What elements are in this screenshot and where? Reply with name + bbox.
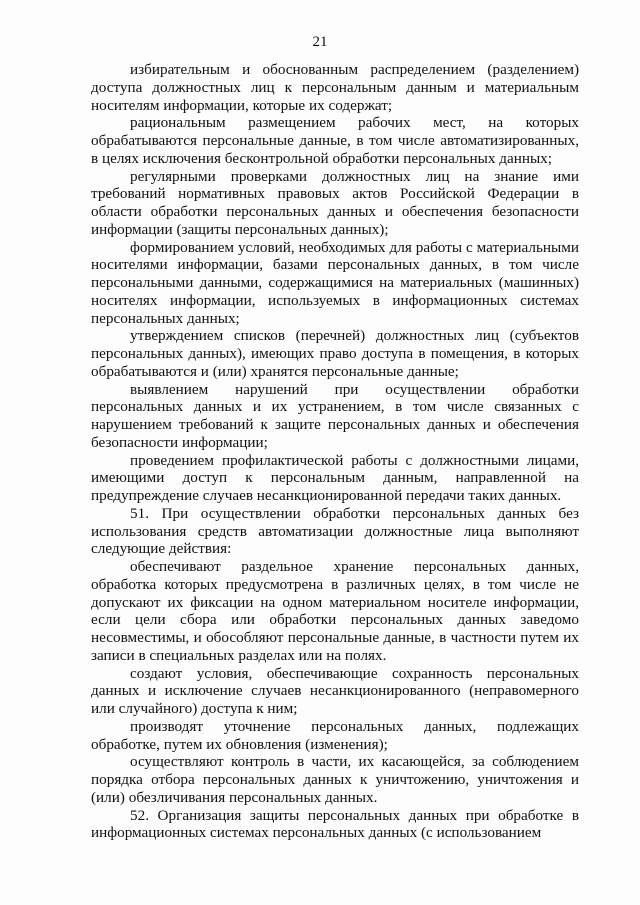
page-number: 21 — [312, 34, 328, 50]
paragraph: формированием условий, необходимых для работы с материальными носителями информации, базами персональных данных, в том числе персональными данными, содержащимися на материальных (машинных) носителях информации, используемых в информационных системах персональных данных; — [91, 238, 579, 327]
paragraph: 52. Организация защиты персональных данных при обработке в информационных системах персональных данных (с использованием — [91, 806, 579, 842]
paragraph: 51. При осуществлении обработки персональных данных без использования средств автоматизации должностные лица выполняют следующие действия: — [91, 504, 579, 558]
paragraph: регулярными проверками должностных лиц на знание ими требований нормативных правовых актов Российской Федерации в области обработки персональных данных и обеспечения безопасности информации (защиты персональных данных); — [91, 167, 579, 238]
paragraph: обеспечивают раздельное хранение персональных данных, обработка которых предусмотрена в различных целях, в том числе не допускают их фиксации на одном материальном носителе информации, если цели сбора или обработки персональных данных заведомо несовместимы, и обособляют персональные данные, в частности путем их записи в специальных разделах или на полях. — [91, 558, 579, 664]
document-body — [91, 61, 579, 842]
paragraph: рациональным размещением рабочих мест, на которых обрабатываются персональные данные, в том числе автоматизированных, в целях исключения бесконтрольной обработки персональных данных; — [91, 114, 579, 167]
paragraph: утверждением списков (перечней) должностных лиц (субъектов персональных данных), имеющих право доступа в помещения, в которых обрабатываются и (или) хранятся персональные данные; — [91, 327, 579, 380]
paragraph: проведением профилактической работы с должностными лицами, имеющими доступ к персональным данным, направленной на предупреждение случаев несанкционированной передачи таких данных. — [91, 451, 579, 504]
paragraph: избирательным и обоснованным распределением (разделением) доступа должностных лиц к персональным данным и материальным носителям информации, которые их содержат; — [91, 61, 579, 114]
paragraph: производят уточнение персональных данных, подлежащих обработке, путем их обновления (изменения); — [91, 717, 579, 753]
paragraph: создают условия, обеспечивающие сохранность персональных данных и исключение случаев несанкционированного (неправомерного или случайного) доступа к ним; — [91, 664, 579, 717]
paragraph: осуществляют контроль в части, их касающейся, за соблюдением порядка отбора персональных данных к уничтожению, уничтожения и (или) обезличивания персональных данных. — [91, 753, 579, 806]
paragraph: выявлением нарушений при осуществлении обработки персональных данных и их устранением, в том числе связанных с нарушением требований к защите персональных данных и обеспечения безопасности информации; — [91, 380, 579, 451]
